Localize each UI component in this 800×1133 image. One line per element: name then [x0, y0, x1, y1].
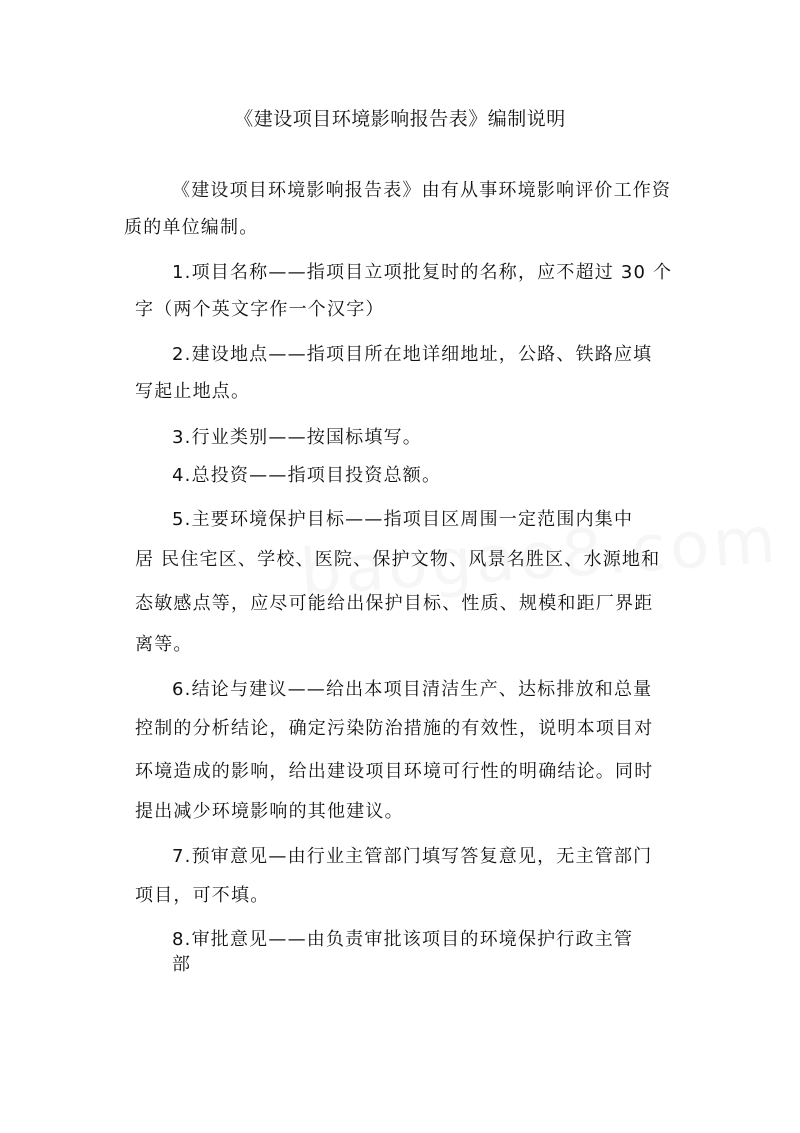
paragraph-line: 提出减少环境影响的其他建议。	[135, 801, 404, 822]
paragraph-line: 字（两个英文字作一个汉字）	[135, 299, 385, 320]
paragraph-line: 环境造成的影响，给出建设项目环境可行性的明确结论。同时	[135, 761, 654, 782]
paragraph-line: 离等。	[135, 634, 193, 655]
paragraph-line: 态敏感点等，应尽可能给出保护目标、性质、规模和距厂界距	[135, 593, 654, 614]
paragraph-line: 8.审批意见——由负责审批该项目的环境保护行政主管	[172, 929, 634, 950]
paragraph-line: 《建设项目环境影响报告表》由有从事环境影响评价工作资	[172, 180, 672, 201]
paragraph-line: 3.行业类别——按国标填写。	[172, 427, 422, 448]
paragraph-line: 部	[172, 954, 192, 975]
paragraph-line: 4.总投资——指项目投资总额。	[172, 465, 442, 486]
paragraph-line: 7.预审意见—由行业主管部门填写答复意见，无主管部门	[172, 846, 653, 867]
paragraph-line: 质的单位编制。	[124, 217, 259, 238]
paragraph-line: 写起止地点。	[135, 381, 251, 402]
paragraph-line: 5.主要环境保护目标——指项目区周围一定范围内集中	[172, 509, 634, 530]
paragraph-line: 1.项目名称——指项目立项批复时的名称，应不超过 30 个	[172, 262, 673, 283]
paragraph-line: 6.结论与建议——给出本项目清洁生产、达标排放和总量	[172, 679, 653, 700]
document-title: 《建设项目环境影响报告表》编制说明	[234, 108, 566, 130]
paragraph-line: 项目，可不填。	[135, 885, 270, 906]
paragraph-line: 2.建设地点——指项目所在地详细地址，公路、铁路应填	[172, 344, 653, 365]
paragraph-line: 控制的分析结论，确定污染防治措施的有效性，说明本项目对	[135, 718, 654, 739]
paragraph-line: 居 民住宅区、学校、医院、保护文物、风景名胜区、水源地和	[135, 549, 661, 570]
